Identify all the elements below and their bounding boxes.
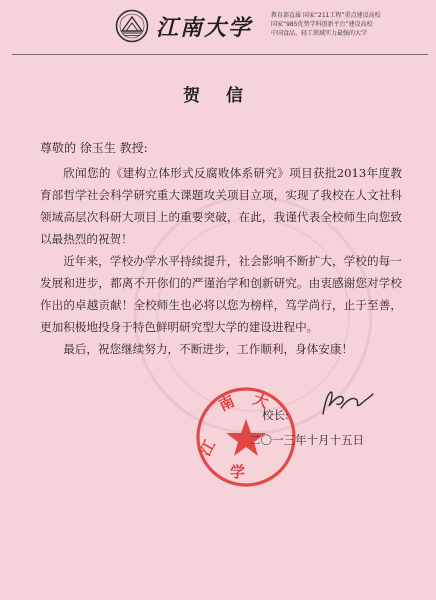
letterhead-line: 国家“985优势学科创新平台”建设高校: [271, 21, 373, 28]
letterhead-description: [271, 11, 431, 38]
letter-body: [40, 162, 402, 360]
seal-char: 学: [230, 463, 246, 481]
letter-title: 贺 信: [183, 86, 253, 106]
seal-char: 大: [250, 389, 271, 412]
letterhead-line: 中国食品、轻工领域实力最强的大学: [271, 30, 368, 37]
president-signature: [317, 386, 377, 420]
body-paragraph: 最后，祝您继续努力，不断进步，工作顺利，身体安康！: [63, 342, 354, 356]
university-name-logo: 江南大学: [156, 15, 253, 41]
salutation: 尊敬的 徐玉生 教授:: [40, 141, 148, 155]
university-emblem-icon: [115, 9, 149, 43]
president-label: 校长:: [262, 408, 289, 422]
body-paragraph: 近年来，学校办学水平持续提升，社会影响不断扩大，学校的每一发展和进步，都离不开你们的严谨治学和创新研究。由衷感谢您对学校作出的卓越贡献！全校师生也必将以您为榜样，笃学尚行，止于至善，更加积极地投身于特色鲜明研究型大学的建设进程中。: [40, 254, 402, 334]
header-divider: [12, 54, 428, 55]
letterhead-line: 教育部直属 国家“211工程”重点建设高校: [271, 12, 381, 19]
body-paragraph: 欣闻您的《建构立体形式反腐败体系研究》项目获批2013年度教育部哲学社会科学研究重大课题攻关项目立项，实现了我校在人文社科领域高层次科研大项目上的重要突破，在此，我谨代表全校师生向您致以最热烈的祝贺！: [40, 166, 402, 246]
letterhead: [0, 0, 436, 52]
seal-char: 南: [216, 391, 238, 415]
letter-date: 二〇一三年十月十五日: [249, 433, 364, 447]
seal-char: 江: [195, 436, 219, 459]
